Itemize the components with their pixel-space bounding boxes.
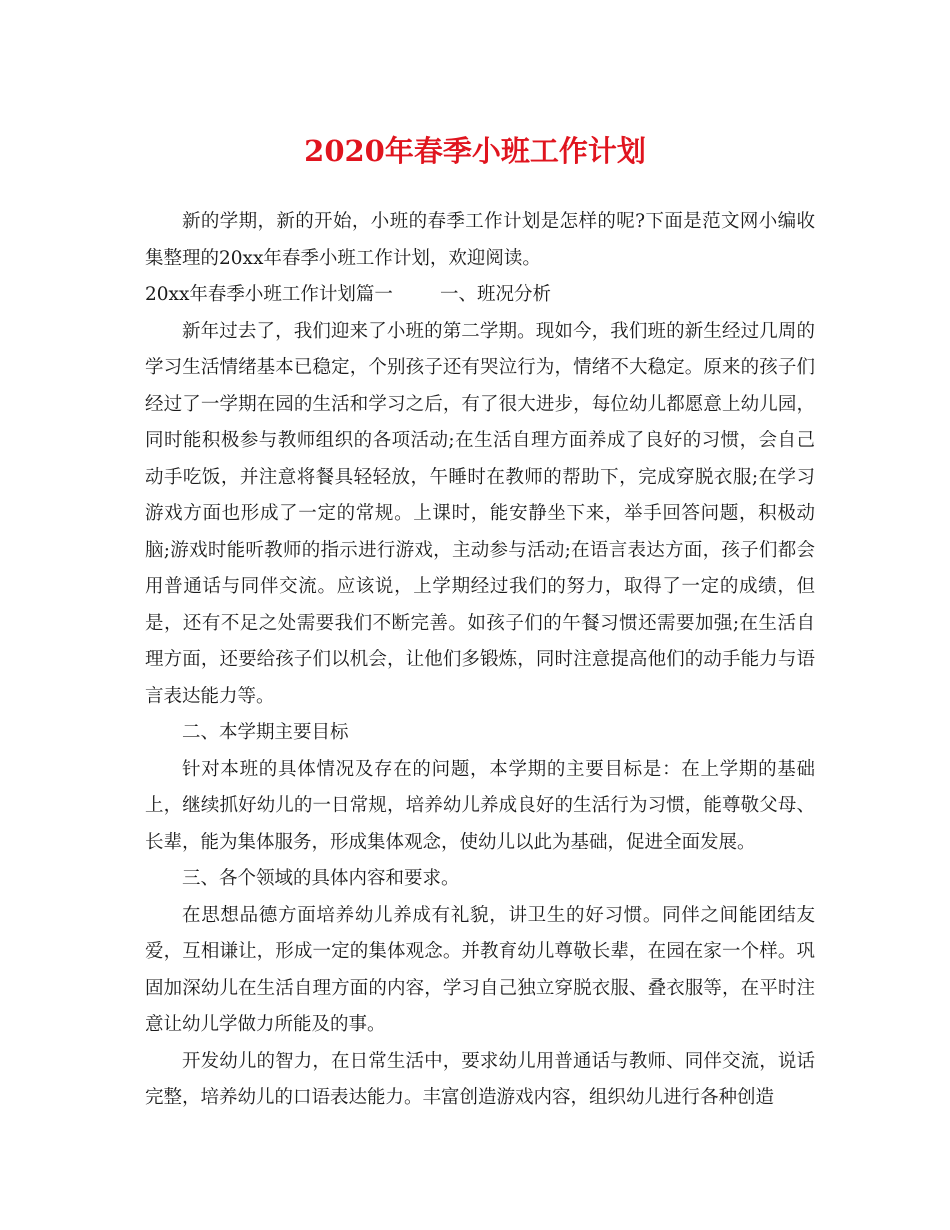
document-title: 2020年春季小班工作计划: [304, 134, 646, 168]
goals-heading: 二、本学期主要目标: [182, 722, 349, 743]
intellect-paragraph: 开发幼儿的智力，在日常生活中，要求幼儿用普通话与教师、同伴交流，说话完整，培养幼儿的口语表达能力。丰富创造游戏内容，组织幼儿进行各种创造: [145, 1050, 815, 1108]
section-heading: 20xx年春季小班工作计划篇一 一、班况分析: [145, 284, 551, 305]
intro-paragraph: 新的学期，新的开始，小班的春季工作计划是怎样的呢?下面是范文网小编收集整理的20xx年春季小班工作计划，欢迎阅读。: [145, 211, 815, 269]
class-analysis-paragraph: 新年过去了，我们迎来了小班的第二学期。现如今，我们班的新生经过几周的学习生活情绪基本已稳定，个别孩子还有哭泣行为，情绪不大稳定。原来的孩子们经过了一学期在园的生活和学习之后，有了很大进步，每位幼儿都愿意上幼儿园，同时能积极参与教师组织的各项活动;在生活自理方面养成了良好的习惯，会自己动手吃饭，并注意将餐具轻轻放，午睡时在教师的帮助下，完成穿脱衣服;在学习游戏方面也形成了一定的常规。上课时，能安静坐下来，举手回答问题，积极动脑;游戏时能听教师的指示进行游戏，主动参与活动;在语言表达方面，孩子们都会用普通话与同伴交流。应该说，上学期经过我们的努力，取得了一定的成绩，但是，还有不足之处需要我们不断完善。如孩子们的午餐习惯还需要加强;在生活自理方面，还要给孩子们以机会，让他们多锻炼，同时注意提高他们的动手能力与语言表达能力等。: [145, 320, 815, 707]
moral-paragraph: 在思想品德方面培养幼儿养成有礼貌，讲卫生的好习惯。同伴之间能团结友爱，互相谦让，形成一定的集体观念。并教育幼儿尊敬长辈，在园在家一个样。巩固加深幼儿在生活自理方面的内容，学习自己独立穿脱衣服、叠衣服等，在平时注意让幼儿学做力所能及的事。: [145, 904, 815, 1035]
document-body: [145, 204, 815, 1117]
areas-heading: 三、各个领域的具体内容和要求。: [182, 868, 460, 889]
goals-paragraph: 针对本班的具体情况及存在的问题，本学期的主要目标是：在上学期的基础上，继续抓好幼儿的一日常规，培养幼儿养成良好的生活行为习惯，能尊敬父母、长辈，能为集体服务，形成集体观念，使幼儿以此为基础，促进全面发展。: [145, 758, 815, 853]
